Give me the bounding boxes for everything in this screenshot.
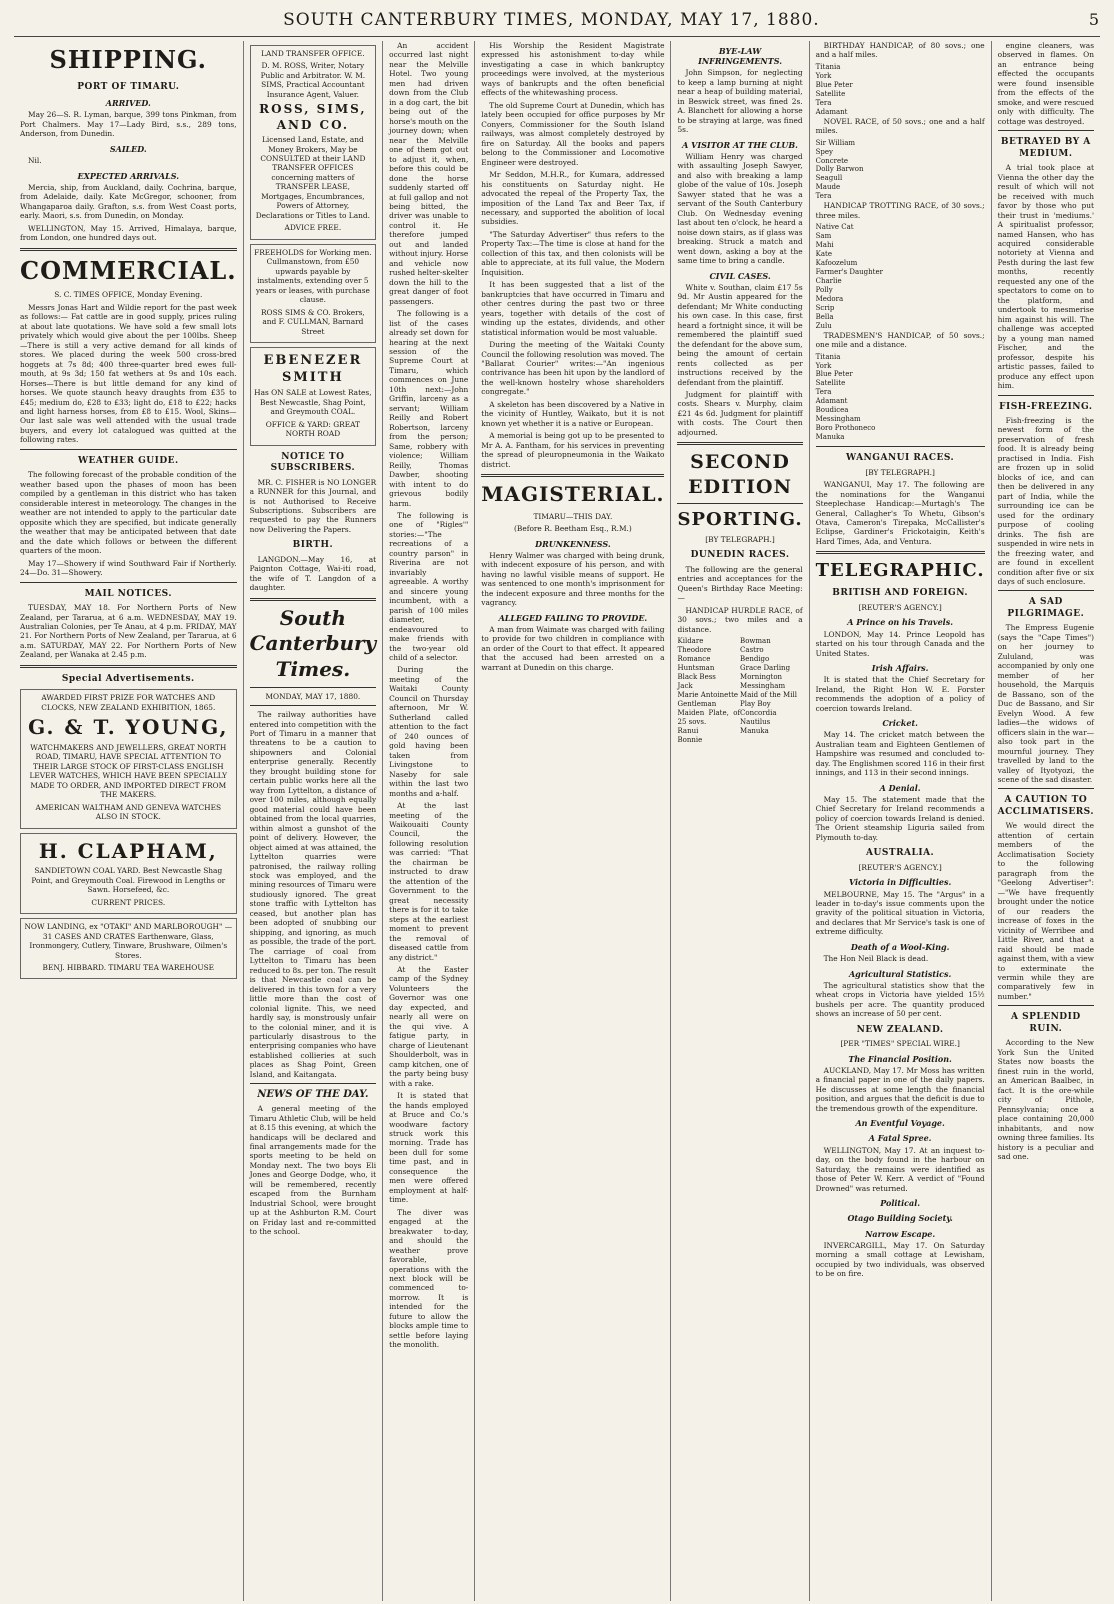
nz-wire-note: [PER "TIMES" SPECIAL WIRE.] [840, 1039, 960, 1049]
fatal-text: WELLINGTON, May 17. At an inquest to-day, on the body found in the harbour on Saturday, the remains were identified as those of Peter W. Kerr. A verdict of "Found Drowned" was returned. [815, 1145, 985, 1193]
divider [20, 248, 237, 251]
birthday-horses [816, 63, 985, 117]
divider [250, 705, 377, 706]
news-item: Mr Seddon, M.H.R., for Kumara, addressed his constituents on Saturday night. He advocated the repeal of the Property Tax, the imposition of the Land Tax and Beer Tax, if necessary, and supported the abolition of local subsidies. [481, 170, 665, 227]
horse-name: York [815, 71, 832, 80]
prince-text: LONDON, May 14. Prince Leopold has started on his tour through Canada and the United States. [815, 629, 985, 658]
visitor-heading: A VISITOR AT THE CLUB. [682, 139, 798, 150]
ross-text: Licensed Land, Estate, and Money Brokers, May be CONSULTED at their LAND TRANSFER OFFICES concerning matters of TRANSFER LEASE, Mortgages, Encumbrances, Powers of Attorney, Declarations or Titles to Land. [255, 135, 370, 220]
horse-name: Sam [815, 232, 832, 241]
telegraphic-heading: TELEGRAPHIC. [815, 560, 985, 582]
mail-text: TUESDAY, MAY 18. For Northern Ports of New Zealand, per Tararua, at 6 a.m. WEDNESDAY, MAY 19. Australian Colonies, per Te Anau, at 4 p.m. FRIDAY, MAY 21. For Northern Ports of New Zealand, per Tararua, at 6 a.m. SATURDAY, MAY 22. For Northern Ports of New Zealand, per Wanaka at 2.45 p.m. [20, 603, 237, 660]
horse-name: Messingham [740, 682, 786, 691]
birthday-handicap: BIRTHDAY HANDICAP, of 80 sovs.; one and a half miles. [815, 41, 985, 60]
news-item: The diver was engaged at the breakwater to-day, and should the weather prove favorable, operations with the next block will be commenced to-morrow. It is intended for the future to allow the blocks ample time to settle before laying the monolith. [389, 1207, 469, 1350]
divider [20, 665, 237, 668]
visitor-text: William Henry was charged with assaulting Joseph Sawyer, and also with breaking a lamp globe of the value of 10s. Joseph Sawyer stated that he was a servant of the South Canterbury Club. On Wednesday evening last about ten o'clock, he heard a noise down stairs, as if glass was breaking. Struck a match and went down, asking a boy at the same time to bring a candle. [677, 151, 803, 266]
horse-name: Marie Antoinette [677, 690, 739, 699]
horse-name: Kafoozelum [815, 259, 858, 268]
victoria-heading: Victoria in Difficulties. [848, 877, 952, 888]
cricket-heading: Cricket. [882, 718, 918, 729]
horse-list [816, 223, 985, 330]
irish-text: It is stated that the Chief Secretary for Ireland, the Right Hon W. E. Forster recommends the adoption of a policy of coercion towards Ireland. [815, 675, 985, 713]
aus-reuter-note: [REUTER'S AGENCY.] [858, 862, 942, 872]
magisterial-before: (Before R. Beetham Esq., R.M.) [514, 524, 632, 534]
otago-heading: Otago Building Society. [847, 1213, 953, 1224]
horse-name: Play Boy [740, 699, 771, 708]
divider [20, 582, 237, 583]
news-item: The following is a list of the cases already set down for hearing at the next session of the Supreme Court at Timaru, which commences on June 10th next:—John Griffin, larceny as a servant; William Reilly and Robert Robertson, larceny from the person; Same, robbery with violence; William Reilly, Thomas Dawber, shooting with intent to do grievous bodily harm. [389, 309, 469, 508]
column-5 [671, 41, 809, 1601]
notice-heading: NOTICE TO SUBSCRIBERS. [270, 451, 356, 474]
nz-heading: NEW ZEALAND. [856, 1024, 944, 1035]
eventful-heading: An Eventful Voyage. [855, 1118, 945, 1129]
fatal-heading: A Fatal Spree. [868, 1133, 932, 1144]
columns [14, 41, 1100, 1601]
news-item: It is stated that the hands employed at Bruce and Co.'s woodware factory struck work this morning. Trade has been dull for some time past, and in consequence the men were offered employment at half-time. [389, 1091, 469, 1205]
horse-name: Kildare [677, 637, 704, 646]
horse-name: Bowman [740, 637, 771, 646]
young-advert [20, 689, 237, 828]
horse-list [816, 353, 985, 443]
wanganui-text: WANGANUI, May 17. The following are the nominations for the Wanganui Steeplechase Handicap:—Murtagh's The General, Callagher's To Whetu, Gibson's Otava, Cameron's Tirepaka, McCallister's Eclipse, Gardiner's Frickotaigin, Keith's Hard Times, Ada, and Ventura. [815, 480, 985, 546]
commercial-heading: COMMERCIAL. [20, 255, 237, 285]
clapham-name: H. CLAPHAM, [38, 838, 218, 863]
denial-text: May 15. The statement made that the Chief Secretary for Ireland recommends a policy of coercion towards Ireland is denied. The Orient steamship Liguria sailed from Plymouth to-day. [815, 794, 985, 842]
horse-name: Theodore [677, 646, 712, 655]
ebenezer-advert [250, 347, 377, 446]
sporting-heading: SPORTING. [677, 508, 803, 530]
land-transfer-advert [250, 45, 377, 240]
news-item: At the last meeting of the Waikouaiti County Council, the following resolution was carried: "That the chairman be instructed to draw the attention of the Government to the great necessity there is for it to take steps at the earliest moment to prevent the removal of diseased cattle from any district." [389, 801, 469, 962]
divider [677, 503, 802, 504]
horse-name: Polly [815, 285, 833, 294]
news-item: At the Easter camp of the Sydney Volunteers the Governor was one day expected, and nearly all were on the qui vive. A fatigue party, in charge of Lieutenant Shoulderbolt, was in camp kitchen, one of the party being busy with a rake. [389, 965, 469, 1088]
ebenezer-office: OFFICE & YARD: GREAT NORTH ROAD [265, 419, 360, 439]
narrow-text: INVERCARGILL, May 17. On Saturday morning a small cottage at Lewisham, occupied by two individuals, was observed to be on fire. [815, 1240, 985, 1279]
editorial-text: The railway authorities have entered into competition with the Port of Timaru in a manner that threatens to be a caution to shipowners and Colonial enterprise generally. Recently they brought building stone for certain public works here all the way from Lyttelton, a distance of over 100 miles, although equally good material could have been obtained from the local quarries, within almost a gunshot of the point of delivery. However, the object aimed at was attained, the Lyttelton quarries were patronised, the railway rolling stock was employed, and the mining resources of Timaru were studiously ignored. The great stone traffic with Lyttelton has ceased, but another plan has been adopted of snubbing our shipping, and ignoring, as much as possible, the trade of the port. The carriage of coal from Lyttelton to Timaru has been reduced to 8s. per ton. The result is that Newcastle coal can be delivered in this town for a very little more than the cost of colonial lignite. This, we need hardly say, is monstrously unfair to the colonial miner, and it is particularly disastrous to the enterprising companies who have established collieries at such places as Shag Point, Green Island, and Kaitangata. [249, 710, 377, 1079]
special-ads-heading: Special Advertisements. [61, 673, 195, 684]
horse-name: Mornington [740, 673, 783, 682]
horse-name: Maude [815, 183, 841, 192]
drunk-text: Henry Walmer was charged with being drunk, with indecent exposure of his person, and with having no lawful visible means of support. He was sentenced to one month's imprisonment for the indecent exposure and three months for the vagrancy. [481, 550, 665, 608]
page-number: 5 [1088, 10, 1100, 29]
wool-text: The Hon Neil Black is dead. [823, 954, 929, 964]
fish-text: Fish-freezing is the newest form of the preservation of fresh food. It is already being practised in India. Fish are frozen up in solid blocks of ice, and can then be delivered in any part of India, while the surrounding ice can be used for the ordinary purpose of cooling drinks. The fish are suspended in wire nets in the freezing water, and are found in excellent condition after five or six days of such enclosure. [997, 416, 1094, 586]
divider [998, 788, 1094, 789]
ruin-text: According to the New York Sun the United States now boasts the finest ruin in the world, an American Baalbec, in fact. It is the ore-while city of Pithole, Pennsylvania; once a place containing 20,000 inhabitants, and now owning three families. Its history is a peculiar and sad one. [997, 1038, 1094, 1162]
horse-list [677, 637, 802, 744]
civil-heading: CIVIL CASES. [709, 270, 771, 281]
young-name: G. & T. YOUNG, [28, 715, 229, 740]
news-item: During the meeting of the Waitaki County Council on Thursday afternoon, Mr W. Sutherland called attention to the fact of 240 ounces of gold having been taken from Livingstone to Naseby for sale within the last two months and a-half. [389, 665, 469, 798]
british-heading: BRITISH AND FOREIGN. [832, 588, 968, 599]
horse-name: Adamant [815, 397, 848, 406]
birth-heading: BIRTH. [292, 540, 334, 551]
expected-text: Mercia, ship, from Auckland, daily. Cochrina, barque, from Adelaide, daily. Kate McGregor, schooner, from Whangaparoa daily. Grafton, s.s. from West Coast ports, early. Maori, s.s. from Dunedin, on Monday. [20, 182, 237, 221]
horse-name: Native Cat [815, 223, 854, 232]
weather-heading: WEATHER GUIDE. [77, 455, 179, 466]
horse-name: Romance [677, 655, 711, 664]
horse-name: Charlie [815, 276, 842, 285]
news-text: A general meeting of the Timaru Athletic Club, will be held at 8.15 this evening, at which the handicaps will be declared and final arrangements made for the sports meeting to be held on Monday next. The two boys Eli Jones and George Dodge, who, it will be remembered, recently escaped from the Burnham Industrial School, were brought up at the Ashburton R.M. Court on Friday last and re-committed to the school. [249, 1104, 377, 1237]
divider [20, 449, 237, 450]
novel-horses [816, 139, 985, 202]
horse-name: Huntsman [677, 664, 715, 673]
horse-name: Bella [815, 312, 834, 321]
australia-heading: AUSTRALIA. [866, 848, 935, 859]
horse-name: Titania [815, 62, 841, 71]
divider [998, 395, 1094, 396]
horse-name: Medora [815, 294, 844, 303]
wanganui-by: [BY TELEGRAPH.] [865, 467, 935, 477]
magisterial-sub: TIMARU—THIS DAY. [533, 511, 613, 521]
horse-name: Ranui [677, 726, 699, 735]
paper-title: SOUTH CANTERBURY TIMES, MONDAY, MAY 17, 1880. [283, 10, 820, 30]
horse-name: Black Bess [677, 673, 716, 682]
freeholds-by: ROSS SIMS & CO. Brokers, and F. CULLMAN, Barnard Street [260, 307, 365, 336]
column-6 [810, 41, 992, 1601]
trotting-horses [816, 223, 985, 330]
horse-name: Mahi [815, 241, 834, 250]
medium-heading: BETRAYED BY A MEDIUM. [1000, 137, 1091, 159]
horse-name: Titania [815, 352, 841, 361]
column-1 [14, 41, 244, 1601]
news-item: The old Supreme Court at Dunedin, which has lately been occupied for office purposes by Mr Conyers, Commissioner for the South Island railways, was almost completely destroyed by fire on Saturday. All the books and papers belong to the Commissioner and Locomotive Engineer were destroyed. [481, 100, 665, 167]
masthead [14, 10, 1100, 37]
horse-name: Farmer's Daughter [815, 267, 883, 276]
tradesmen-race: TRADESMEN'S HANDICAP, of 50 sovs.; one mile and a distance. [815, 330, 985, 350]
financial-heading: The Financial Position. [848, 1053, 952, 1064]
horse-name: Satellite [815, 89, 846, 98]
byelaw-heading: BYE-LAW INFRINGEMENTS. [698, 46, 782, 67]
expected-heading: EXPECTED ARRIVALS. [77, 170, 180, 181]
telegraph-note: [BY TELEGRAPH.] [705, 535, 775, 544]
horse-name: Gentleman [677, 699, 717, 708]
paper-nameplate: South Canterbury Times. [249, 605, 377, 681]
second-edition-heading: SECOND EDITION [688, 451, 792, 498]
agri-heading: Agricultural Statistics. [848, 968, 952, 979]
financial-text: AUCKLAND, May 17. Mr Moss has written a financial paper in one of the daily papers. He discusses at some length the financial position, and argues that the deficit is due to the tremendous growth of the expenditure. [815, 1065, 985, 1113]
news-item: An accident occurred last night near the Melville Hotel. Two young men had driven down from the Club in a dog cart, the bit being out of the horse's mouth on the journey down; when near the Melville one of them got out to adjust it, when, before this could be done the horse suddenly started off at full gallop and not being bitted, the driver was unable to control it. He therefore jumped out and landed without injury. Horse and vehicle now rushed helter-skelter down the hill to the great danger of foot passengers. [389, 41, 469, 306]
clapham-advert [20, 833, 237, 914]
advice-text: ADVICE FREE. [284, 223, 342, 233]
horse-name: Satellite [815, 379, 846, 388]
pilgrimage-text: The Empress Eugenie (says the "Cape Times") on her journey to Zululand, was accompanied by only one member of her household, the Marquis de Bassano, son of the Duc de Bassano, and Sir Evelyn Wood. A few ladies—the widows of officers slain in the war—also took part in the mournful journey. They travelled by land to the valley of Ityotyozi, the scene of the sad disaster. [997, 623, 1094, 784]
horse-name: Boro Prothoneco [815, 424, 876, 433]
horse-name: Kate [815, 250, 832, 259]
commercial-text: Messrs Jonas Hart and Wildie report for the past week as follows:— Fat cattle are in good supply, prices ruling at about late quotations. We have sold a few small lots privately which would give about the per 100lbs. Sheep—There is still a very active demand for all kinds of stores. We placed during the week 500 cross-bred hoggets at 7s 8d; 400 three-quarter bred ewes full-mouth, at 9s 3d; 150 fat wethers at 9s and 10s each. Horses—There is but little demand for any kind of horses. We quote staunch heavy draughts from £35 to £45; medium do, £28 to £33; light do, £18 to £22; hacks and light harness horses, from £8 to £15. Wool, Skins—Our last sale was well attended with the usual trade buyers, and every lot catalogued was quitted at the following rates. [20, 302, 237, 445]
column-7 [992, 41, 1100, 1601]
divider [816, 446, 985, 447]
news-item: engine cleaners, was observed in flames. On an entrance being effected the occupants were found insensible from the effects of the smoke, and were rescued only with difficulty. The cottage was destroyed. [997, 41, 1094, 126]
horse-name: Bendigo [740, 655, 770, 664]
reuter-note: [REUTER'S AGENCY.] [858, 602, 942, 612]
horse-name: Seagull [815, 174, 843, 183]
horse-name: Bonnie [677, 735, 703, 744]
news-item: His Worship the Resident Magistrate expressed his astonishment to-day while investigating a case in which bankruptcy proceedings were involved, at the mysterious ways of bankrupts and the often beneficial effects of the whitewashing process. [481, 41, 665, 98]
clapham-text: SANDIETOWN COAL YARD. Best Newcastle Shag Point, and Greymouth Coal. Firewood in Lengths or Sawn. Horsefeed, &c. [31, 866, 226, 895]
mail-heading: MAIL NOTICES. [84, 588, 172, 599]
judgment-text: Judgment for plaintiff with costs. Shears v. Murphy, claim £21 4s 6d. Judgment for plaintiff with costs. The Court then adjourned. [677, 390, 803, 437]
divider [998, 590, 1094, 591]
prince-heading: A Prince on his Travels. [847, 617, 953, 628]
divider [250, 598, 377, 601]
horse-name: Maid of the Mill [740, 690, 797, 699]
shipping-heading: SHIPPING. [49, 45, 208, 74]
ebenezer-text: Has ON SALE at Lowest Rates, Best Newcastle, Shag Point, and Greymouth COAL. [254, 388, 372, 417]
horse-list-right [740, 637, 803, 744]
news-item: A skeleton has been discovered by a Native in the vicinity of Huntley, Waikato, but it is not known yet whether it is a native or European. [481, 399, 665, 428]
current-prices: CURRENT PRICES. [91, 897, 166, 907]
horse-name: Sir William [815, 138, 856, 147]
divider [998, 1005, 1094, 1006]
horse-name: Blue Peter [815, 370, 853, 379]
political-heading: Political. [880, 1198, 921, 1209]
freeholds-text: FREEHOLDS for Working men. Cullmanstown, from £50 upwards payable by instalments, extending over 5 years or leases, with purchase clause. [254, 247, 372, 305]
weather-items: May 17—Showery if wind Southward Fair if Northerly. 24—Do. 31—Showery. [20, 558, 237, 578]
handicap-text: HANDICAP HURDLE RACE, of 30 sovs.; two miles and a distance. [677, 605, 803, 634]
horse-name: Boudicea [815, 406, 849, 415]
horse-name: Concordia [740, 708, 777, 717]
birth-text: LANGDON.—May 16, at Paignton Cottage, Wai-iti road, the wife of T. Langdon of a daughter. [249, 554, 377, 593]
dunedin-races-heading: DUNEDIN RACES. [690, 550, 790, 561]
horse-list [816, 63, 985, 117]
column-3 [383, 41, 475, 1601]
drunk-heading: DRUNKENNESS. [535, 538, 611, 549]
news-item: "The Saturday Advertiser" thus refers to the Property Tax:—The time is close at hand for the collection of this tax, and then colonists will be able to appreciate, at its full value, the Modern Inquisition. [481, 229, 665, 277]
acclimatisers-heading: A CAUTION TO ACCLIMATISERS. [997, 795, 1094, 817]
american-text: AMERICAN WALTHAM AND GENEVA WATCHES ALSO IN STOCK. [35, 802, 222, 822]
horse-name: Spey [815, 147, 833, 156]
port-heading: PORT OF TIMARU. [77, 81, 180, 92]
horse-name: Dolly Barwon [815, 165, 864, 174]
commercial-office: S. C. TIMES OFFICE, Monday Evening. [54, 290, 203, 300]
horse-name: York [815, 361, 832, 370]
victoria-text: MELBOURNE, May 15. The "Argus" in a leader in to-day's issue comments upon the gravity of the political situation in Victoria, and declares that Mr Service's task is one of extreme difficulty. [815, 889, 985, 937]
news-item: A memorial is being got up to be presented to Mr A. A. Fantham, for his services in preventing the spread of pleuropneumonia in the Waikato district. [481, 431, 665, 469]
horse-name: Messingham [815, 415, 861, 424]
horse-name: Concrete [815, 156, 849, 165]
divider [816, 551, 985, 554]
young-text: WATCHMAKERS AND JEWELLERS, GREAT NORTH ROAD, TIMARU, HAVE SPECIAL ATTENTION TO THEIR LARGE STOCK OF FIRST-CLASS ENGLISH LEVER WATCHES, WHICH HAVE BEEN SPECIALLY MADE TO ORDER, AND IMPORTED DIRECT FROM THE MAKERS. [29, 742, 228, 800]
horse-name: Maiden Plate, of 25 sovs. [677, 708, 741, 726]
narrow-heading: Narrow Escape. [865, 1228, 936, 1239]
irish-heading: Irish Affairs. [871, 663, 929, 674]
wanganui-heading: WANGANUI RACES. [846, 453, 955, 464]
divider [677, 442, 802, 445]
magisterial-heading: MAGISTERIAL. [481, 482, 665, 507]
fish-heading: FISH-FREEZING. [999, 401, 1093, 412]
sailed-text: Nil. [28, 156, 42, 166]
arrived-text: May 26—S. R. Lyman, barque, 399 tons Pinkman, from Port Chalmers. May 17—Lady Bird, s.s., 289 tons, Anderson, from Dunedin. [20, 110, 237, 139]
alleged-heading: ALLEGED FAILING TO PROVIDE. [498, 612, 648, 623]
news-item: It has been suggested that a list of the bankruptcies that have occurred in Timaru and other centres during the past two or three years, together with details of the cost of winding up the estates, dividends, and other statistical information would be most valuable. [481, 280, 665, 337]
horse-name: Jack [677, 682, 693, 691]
byelaw-text: John Simpson, for neglecting to keep a lamp burning at night near a heap of building material, in Beswick street, was fined 2s. A. Blanchett for allowing a horse to be straying at large, was fined 5s. [677, 68, 803, 135]
notice-text: MR. C. FISHER is NO LONGER a RUNNER for this Journal, and is not Authorised to Receive Subscriptions. Subscribers are requested to pay the Runners now Delivering the Papers. [249, 477, 377, 534]
freeholds-advert [250, 244, 377, 343]
ebenezer-name: EBENEZER SMITH [263, 352, 363, 385]
trotting-race: HANDICAP TROTTING RACE, of 30 sovs.; three miles. [815, 201, 985, 220]
hibbard-text: BENJ. HIBBARD. TIMARU TEA WAREHOUSE [42, 962, 215, 972]
cricket-text: May 14. The cricket match between the Australian team and Eighteen Gentlemen of Hampshire was resumed and concluded to-day. The Englishmen scored 116 in their first innings, and 113 in their second innings. [815, 730, 985, 778]
column-2 [244, 41, 384, 1601]
wellington-text: WELLINGTON, May 15. Arrived, Himalaya, barque, from London, one hundred days out. [20, 223, 237, 243]
races-text: The following are the general entries and acceptances for the Queen's Birthday Race Meeting:— [677, 564, 803, 603]
weather-text: The following forecast of the probable condition of the weather based upon the phases of moon has been compiled by a gentleman in this district who has taken considerable interest in meteorology. The changes in the weather are not intended to apply to the particular date opposite which they are specified, but indicate generally the weather that may be anticipated between that date and the date which follows or between the different quarters of the moon. [20, 470, 237, 556]
horse-name: Adamant [815, 107, 848, 116]
horse-name: Manuka [815, 433, 845, 442]
hibbard-advert [20, 918, 237, 979]
denial-heading: A Denial. [879, 782, 921, 793]
sailed-heading: SAILED. [109, 143, 147, 154]
alleged-text: A man from Waimate was charged with failing to provide for two children in compliance with an order of the Court to that effect. It appeared that the accused had been arrested on a warrant at Dunedin on this charge. [481, 624, 665, 672]
horse-name: Tera [815, 98, 832, 107]
divider [250, 687, 377, 688]
horse-name: Blue Peter [815, 80, 853, 89]
news-item: The following is one of "Rigles'" stories:—"The recreations of a country parson" in Riverina are not invariably agreeable. A worthy and sincere young incumbent, with a parish of 100 miles diameter, endeavoured to make friends with the two-year old child of a selector. [389, 510, 469, 662]
arrived-heading: ARRIVED. [105, 98, 151, 109]
landing-text: NOW LANDING, ex "OTAKI" AND MARLBOROUGH" — 31 CASES AND CRATES Earthenware, Glass, Ironmongery, Cutlery, Tinware, Brushware, Oilmen's Stores. [24, 922, 233, 960]
ruin-heading: A SPLENDID RUIN. [1011, 1012, 1081, 1034]
wool-heading: Death of a Wool-King. [850, 941, 950, 952]
horse-list-left [677, 637, 740, 744]
medium-text: A trial took place at Vienna the other day the result of which will not be received with much favor by those who put their trust in 'mediums.' A spiritualist professor, named Hansen, who has acquired considerable notoriety at Vienna and Pesth during the last few months, recently requested any one of the spectators to come on to the platform, and undertook to mesmerise him against his will. The challenge was accepted by a young man named Fischer, and the professor, despite his artistic passes, failed to produce any effect upon him. [997, 163, 1094, 391]
news-item: During the meeting of the Waitaki County Council the following resolution was moved. The "Ballarat Courier" writes:—"An ingenious contrivance has been hit upon by the landlord of the well-known hostelry whose shareholders congregate." [481, 340, 665, 397]
tradesmen-horses [816, 353, 985, 443]
divider [481, 474, 664, 477]
acclimatisers-text: We would direct the attention of certain members of the Acclimatisation Society to the following paragraph from the "Geelong Advertiser":—"We have frequently brought under the notice of our readers the increase of foxes in the vicinity of Werribee and Little River, and that a raid should be made against them, with a view to exterminate the vermin while they are comparatively few in number." [997, 821, 1094, 1001]
horse-name: Grace Darling [740, 664, 791, 673]
agri-text: The agricultural statistics show that the wheat crops in Victoria have yielded 15½ bushels per acre. The quantity produced shows an increase of 50 per cent. [815, 980, 985, 1019]
column-4 [475, 41, 671, 1601]
divider [998, 130, 1094, 131]
horse-name: Nautilus [740, 717, 771, 726]
horse-name: Zulu [815, 321, 832, 330]
dateline: MONDAY, MAY 17, 1880. [265, 691, 361, 701]
horse-list [816, 139, 985, 202]
civil-text: White v. Southan, claim £17 5s 9d. Mr Austin appeared for the defendant; Mr White conducting his own case. In this case, first heard a fortnight since, it will be remembered the plaintiff sued the defendant for the above sum, being the amount of certain rents collected as per instructions received by the defendant from the plaintiff. [677, 282, 803, 387]
award-text: AWARDED FIRST PRIZE FOR WATCHES AND CLOCKS, NEW ZEALAND EXHIBITION, 1865. [41, 693, 216, 712]
horse-name: Tera [815, 192, 832, 201]
divider [250, 1083, 377, 1084]
novel-race: NOVEL RACE, of 50 sovs.; one and a half miles. [815, 116, 985, 136]
horse-name: Tera [815, 388, 832, 397]
horse-name: Scrip [815, 303, 835, 312]
land-text: D. M. ROSS, Writer, Notary Public and Arbitrator. W. M. SIMS, Practical Accountant Insurance Agent, Valuer. [260, 61, 366, 99]
pilgrimage-heading: A SAD PILGRIMAGE. [1007, 597, 1085, 619]
ross-name: ROSS, SIMS, AND CO. [259, 102, 367, 132]
land-title: LAND TRANSFER OFFICE. [261, 49, 365, 58]
horse-name: Manuka [740, 726, 769, 735]
news-heading: NEWS OF THE DAY. [257, 1089, 369, 1101]
horse-name: Castro [740, 646, 764, 655]
